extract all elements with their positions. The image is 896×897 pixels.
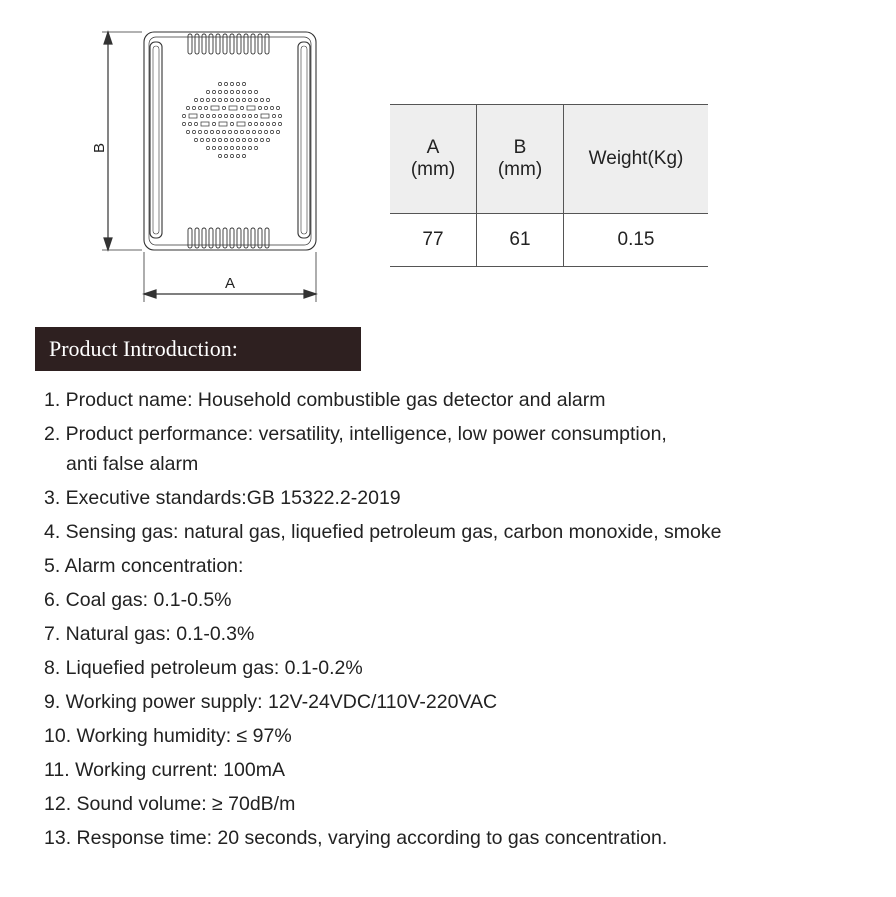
header-weight: Weight(Kg) bbox=[564, 105, 709, 214]
spec-table bbox=[390, 104, 708, 267]
device-dimension-drawing bbox=[80, 20, 340, 310]
cell-a-value: 77 bbox=[390, 214, 477, 267]
list-item: 1. Product name: Household combustible gas detector and alarm bbox=[44, 389, 606, 411]
list-item: 13. Response time: 20 seconds, varying according to gas concentration. bbox=[44, 827, 668, 849]
dimension-b-label: B bbox=[91, 142, 108, 154]
cell-b-value: 61 bbox=[477, 214, 564, 267]
dimension-a-label: A bbox=[224, 275, 236, 292]
spec-table-header-row bbox=[390, 105, 708, 214]
list-item: 6. Coal gas: 0.1-0.5% bbox=[44, 589, 232, 611]
cell-weight-value: 0.15 bbox=[564, 214, 709, 267]
list-item-text: 2. Product performance: versatility, intelligence, low power consumption, bbox=[44, 423, 667, 445]
section-title-product-introduction: Product Introduction: bbox=[35, 327, 361, 371]
speaker-grille bbox=[182, 82, 281, 157]
list-item-continuation: anti false alarm bbox=[66, 453, 199, 475]
list-item: 12. Sound volume: ≥ 70dB/m bbox=[44, 793, 296, 815]
list-item: 10. Working humidity: ≤ 97% bbox=[44, 725, 292, 747]
table-row bbox=[390, 214, 708, 267]
header-b: B (mm) bbox=[477, 105, 564, 214]
list-item: 4. Sensing gas: natural gas, liquefied petroleum gas, carbon monoxide, smoke bbox=[44, 521, 722, 543]
list-item: 7. Natural gas: 0.1-0.3% bbox=[44, 623, 255, 645]
list-item: 3. Executive standards:GB 15322.2-2019 bbox=[44, 487, 401, 509]
product-introduction-list bbox=[44, 385, 874, 857]
list-item bbox=[44, 419, 874, 479]
list-item: 11. Working current: 100mA bbox=[44, 759, 285, 781]
list-item: 8. Liquefied petroleum gas: 0.1-0.2% bbox=[44, 657, 363, 679]
list-item: 5. Alarm concentration: bbox=[44, 555, 244, 577]
device-body bbox=[144, 32, 316, 250]
list-item: 9. Working power supply: 12V-24VDC/110V-220VAC bbox=[44, 691, 498, 713]
dimension-b-line bbox=[102, 32, 142, 250]
header-a: A (mm) bbox=[390, 105, 477, 214]
